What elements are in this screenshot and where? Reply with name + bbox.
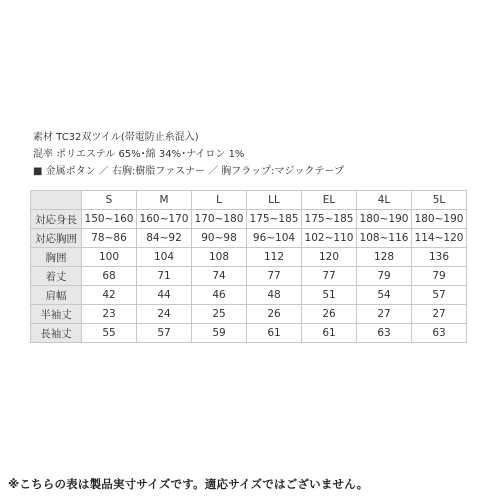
blend-line: 混率 ポリエステル 65%･綿 34%･ナイロン 1% [33, 149, 245, 160]
table-cell: 100 [82, 248, 137, 267]
material-line: 素材 TC32双ツイル(帯電防止糸混入) [33, 132, 199, 143]
table-cell: 57 [137, 324, 192, 343]
size-header-row [31, 191, 467, 210]
table-cell: 175~185 [247, 210, 302, 229]
table-cell: 26 [302, 305, 357, 324]
disclaimer-note: ※こちらの表は製品実寸サイズです。適応サイズではございません。 [8, 477, 369, 491]
table-cell: 114~120 [412, 229, 467, 248]
size-table [30, 190, 467, 343]
table-cell: 77 [247, 267, 302, 286]
table-cell: 108 [192, 248, 247, 267]
table-cell: 108~116 [357, 229, 412, 248]
table-cell: 78~86 [82, 229, 137, 248]
table-cell: 42 [82, 286, 137, 305]
table-cell: 55 [82, 324, 137, 343]
table-row [31, 210, 467, 229]
table-cell: 57 [412, 286, 467, 305]
table-cell: 48 [247, 286, 302, 305]
table-cell: 44 [137, 286, 192, 305]
table-cell: 136 [412, 248, 467, 267]
table-cell: 77 [302, 267, 357, 286]
size-header-l: L [192, 191, 247, 210]
spec-block [33, 129, 344, 180]
table-cell: 79 [357, 267, 412, 286]
size-header-s: S [82, 191, 137, 210]
table-cell: 74 [192, 267, 247, 286]
table-cell: 79 [412, 267, 467, 286]
table-row [31, 229, 467, 248]
table-cell: 180~190 [412, 210, 467, 229]
row-label: 胸囲 [31, 248, 82, 267]
size-header-5l: 5L [412, 191, 467, 210]
table-cell: 71 [137, 267, 192, 286]
table-cell: 150~160 [82, 210, 137, 229]
table-cell: 46 [192, 286, 247, 305]
table-cell: 59 [192, 324, 247, 343]
row-label: 対応身長 [31, 210, 82, 229]
table-cell: 170~180 [192, 210, 247, 229]
row-label: 着丈 [31, 267, 82, 286]
table-row [31, 286, 467, 305]
table-cell: 90~98 [192, 229, 247, 248]
table-cell: 68 [82, 267, 137, 286]
table-cell: 112 [247, 248, 302, 267]
table-cell: 23 [82, 305, 137, 324]
table-cell: 102~110 [302, 229, 357, 248]
row-label: 対応胸囲 [31, 229, 82, 248]
table-cell: 24 [137, 305, 192, 324]
table-cell: 61 [247, 324, 302, 343]
table-cell: 54 [357, 286, 412, 305]
table-cell: 27 [357, 305, 412, 324]
table-cell: 27 [412, 305, 467, 324]
table-cell: 26 [247, 305, 302, 324]
row-label: 肩幅 [31, 286, 82, 305]
table-cell: 120 [302, 248, 357, 267]
table-row [31, 324, 467, 343]
table-cell: 84~92 [137, 229, 192, 248]
size-header-4l: 4L [357, 191, 412, 210]
table-cell: 51 [302, 286, 357, 305]
table-cell: 61 [302, 324, 357, 343]
row-label: 長袖丈 [31, 324, 82, 343]
table-cell: 96~104 [247, 229, 302, 248]
table-cell: 175~185 [302, 210, 357, 229]
table-cell: 180~190 [357, 210, 412, 229]
table-cell: 63 [357, 324, 412, 343]
size-header-el: EL [302, 191, 357, 210]
table-row [31, 248, 467, 267]
table-row [31, 305, 467, 324]
table-row [31, 267, 467, 286]
table-cell: 128 [357, 248, 412, 267]
table-cell: 160~170 [137, 210, 192, 229]
size-header-m: M [137, 191, 192, 210]
size-header-ll: LL [247, 191, 302, 210]
corner-cell [31, 191, 82, 210]
row-label: 半袖丈 [31, 305, 82, 324]
table-cell: 104 [137, 248, 192, 267]
features-line: ■ 金属ボタン ／ 右胸:樹脂ファスナー ／ 胸フラップ:マジックテープ [33, 166, 344, 177]
table-cell: 25 [192, 305, 247, 324]
table-cell: 63 [412, 324, 467, 343]
